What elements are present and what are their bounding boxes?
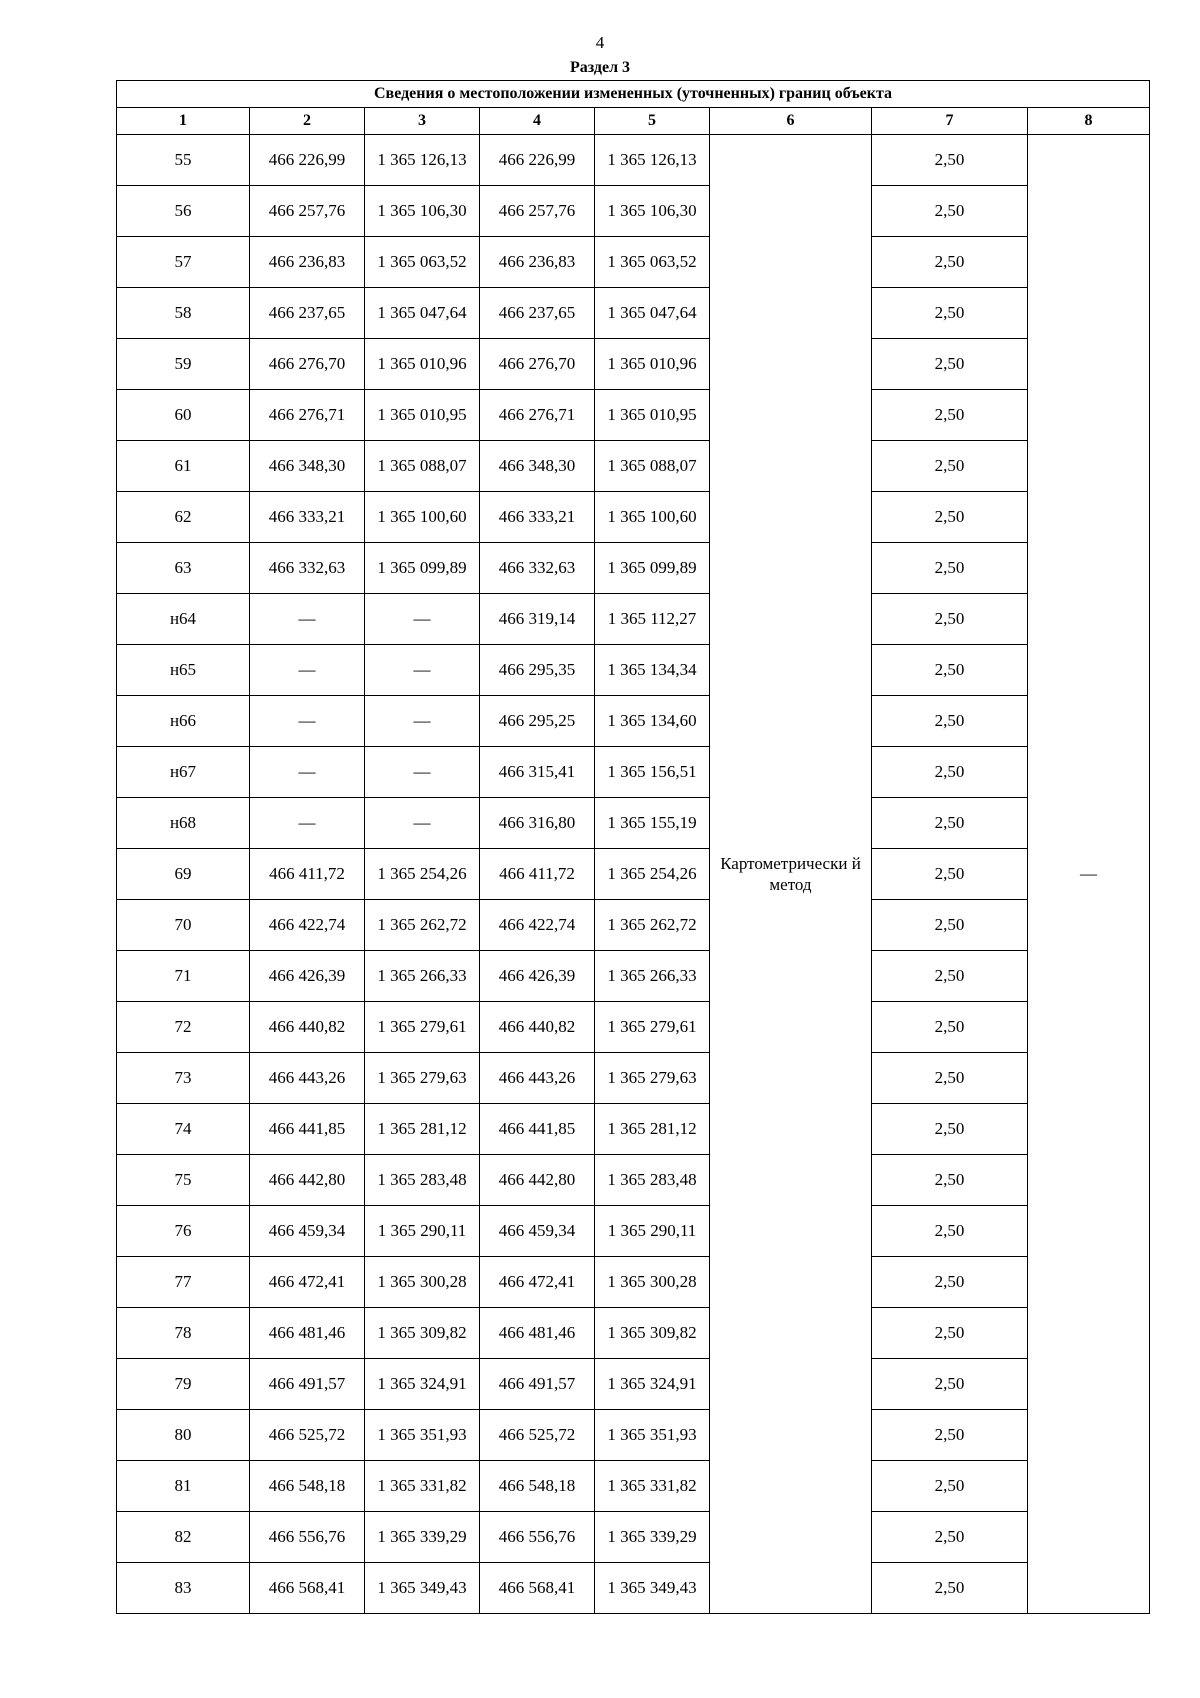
existing-x-cell: 466 411,72 [250,849,365,900]
existing-y-cell: 1 365 351,93 [365,1410,480,1461]
new-y-cell: 1 365 099,89 [595,543,710,594]
new-y-cell: 1 365 266,33 [595,951,710,1002]
accuracy-cell: 2,50 [872,951,1028,1002]
new-x-cell: 466 568,41 [480,1563,595,1614]
point-number-cell: 62 [117,492,250,543]
table-row [117,951,1150,1002]
table-row [117,1206,1150,1257]
table-row [117,390,1150,441]
new-y-cell: 1 365 100,60 [595,492,710,543]
new-x-cell: 466 440,82 [480,1002,595,1053]
point-number-cell: н66 [117,696,250,747]
column-number: 1 [117,108,250,135]
new-x-cell: 466 237,65 [480,288,595,339]
point-number-cell: 59 [117,339,250,390]
new-y-cell: 1 365 309,82 [595,1308,710,1359]
existing-y-cell: 1 365 266,33 [365,951,480,1002]
accuracy-cell: 2,50 [872,1512,1028,1563]
accuracy-cell: 2,50 [872,1410,1028,1461]
existing-y-cell: 1 365 126,13 [365,135,480,186]
new-x-cell: 466 333,21 [480,492,595,543]
column-number: 5 [595,108,710,135]
existing-y-cell: 1 365 010,96 [365,339,480,390]
new-x-cell: 466 426,39 [480,951,595,1002]
table-row [117,1053,1150,1104]
new-x-cell: 466 295,25 [480,696,595,747]
existing-x-cell: 466 276,71 [250,390,365,441]
existing-x-cell: — [250,747,365,798]
point-number-cell: 55 [117,135,250,186]
table-row [117,1002,1150,1053]
point-number-cell: 69 [117,849,250,900]
existing-y-cell: — [365,747,480,798]
column-number: 4 [480,108,595,135]
new-y-cell: 1 365 339,29 [595,1512,710,1563]
table-row [117,1155,1150,1206]
point-number-cell: 83 [117,1563,250,1614]
existing-y-cell: 1 365 349,43 [365,1563,480,1614]
existing-y-cell: 1 365 300,28 [365,1257,480,1308]
new-y-cell: 1 365 088,07 [595,441,710,492]
table-row [117,747,1150,798]
new-x-cell: 466 319,14 [480,594,595,645]
new-y-cell: 1 365 134,34 [595,645,710,696]
new-x-cell: 466 491,57 [480,1359,595,1410]
existing-y-cell: 1 365 290,11 [365,1206,480,1257]
point-number-cell: 71 [117,951,250,1002]
accuracy-cell: 2,50 [872,1359,1028,1410]
existing-x-cell: 466 568,41 [250,1563,365,1614]
existing-y-cell: 1 365 100,60 [365,492,480,543]
accuracy-cell: 2,50 [872,798,1028,849]
page-number: 4 [595,33,605,52]
existing-y-cell: 1 365 063,52 [365,237,480,288]
column-number: 3 [365,108,480,135]
table-row [117,1359,1150,1410]
existing-x-cell: 466 442,80 [250,1155,365,1206]
new-y-cell: 1 365 279,63 [595,1053,710,1104]
new-y-cell: 1 365 254,26 [595,849,710,900]
new-x-cell: 466 257,76 [480,186,595,237]
new-x-cell: 466 411,72 [480,849,595,900]
accuracy-cell: 2,50 [872,1002,1028,1053]
table-caption-row [117,81,1150,108]
table-row [117,543,1150,594]
point-number-cell: 75 [117,1155,250,1206]
accuracy-cell: 2,50 [872,1053,1028,1104]
existing-y-cell: 1 365 010,95 [365,390,480,441]
accuracy-cell: 2,50 [872,645,1028,696]
new-y-cell: 1 365 262,72 [595,900,710,951]
new-y-cell: 1 365 063,52 [595,237,710,288]
accuracy-cell: 2,50 [872,441,1028,492]
point-number-cell: н68 [117,798,250,849]
accuracy-cell: 2,50 [872,1308,1028,1359]
table-row [117,645,1150,696]
existing-y-cell: 1 365 047,64 [365,288,480,339]
point-number-cell: 70 [117,900,250,951]
existing-x-cell: 466 237,65 [250,288,365,339]
existing-x-cell: 466 422,74 [250,900,365,951]
accuracy-cell: 2,50 [872,237,1028,288]
point-number-cell: 81 [117,1461,250,1512]
existing-x-cell: — [250,594,365,645]
column-number: 2 [250,108,365,135]
new-x-cell: 466 441,85 [480,1104,595,1155]
existing-y-cell: 1 365 331,82 [365,1461,480,1512]
table-row [117,1410,1150,1461]
method-cell: Картометрически й метод [710,135,872,1614]
existing-x-cell: 466 348,30 [250,441,365,492]
existing-x-cell: — [250,645,365,696]
table-row [117,237,1150,288]
new-x-cell: 466 332,63 [480,543,595,594]
existing-y-cell: — [365,645,480,696]
section-title: Раздел 3 [569,59,631,76]
new-y-cell: 1 365 047,64 [595,288,710,339]
new-x-cell: 466 422,74 [480,900,595,951]
existing-x-cell: 466 556,76 [250,1512,365,1563]
new-x-cell: 466 226,99 [480,135,595,186]
new-x-cell: 466 236,83 [480,237,595,288]
accuracy-cell: 2,50 [872,1257,1028,1308]
existing-x-cell: — [250,696,365,747]
new-x-cell: 466 348,30 [480,441,595,492]
existing-x-cell: 466 548,18 [250,1461,365,1512]
new-x-cell: 466 315,41 [480,747,595,798]
point-number-cell: 74 [117,1104,250,1155]
new-x-cell: 466 276,71 [480,390,595,441]
existing-x-cell: 466 426,39 [250,951,365,1002]
accuracy-cell: 2,50 [872,594,1028,645]
new-y-cell: 1 365 134,60 [595,696,710,747]
point-number-cell: 76 [117,1206,250,1257]
new-x-cell: 466 316,80 [480,798,595,849]
new-x-cell: 466 442,80 [480,1155,595,1206]
table-row [117,1563,1150,1614]
existing-x-cell: 466 276,70 [250,339,365,390]
new-y-cell: 1 365 324,91 [595,1359,710,1410]
existing-y-cell: 1 365 106,30 [365,186,480,237]
point-number-cell: 78 [117,1308,250,1359]
point-number-cell: 60 [117,390,250,441]
table-row [117,135,1150,186]
table-caption: Сведения о местоположении измененных (уточненных) границ объекта [117,81,1150,108]
accuracy-cell: 2,50 [872,186,1028,237]
existing-x-cell: 466 491,57 [250,1359,365,1410]
new-y-cell: 1 365 351,93 [595,1410,710,1461]
new-x-cell: 466 556,76 [480,1512,595,1563]
new-x-cell: 466 276,70 [480,339,595,390]
existing-y-cell: — [365,594,480,645]
table-row [117,849,1150,900]
new-x-cell: 466 548,18 [480,1461,595,1512]
table-row [117,492,1150,543]
new-y-cell: 1 365 126,13 [595,135,710,186]
point-number-cell: 63 [117,543,250,594]
new-x-cell: 466 472,41 [480,1257,595,1308]
new-y-cell: 1 365 281,12 [595,1104,710,1155]
point-number-cell: 73 [117,1053,250,1104]
point-number-cell: 57 [117,237,250,288]
accuracy-cell: 2,50 [872,1155,1028,1206]
existing-y-cell: 1 365 279,63 [365,1053,480,1104]
column-number: 6 [710,108,872,135]
accuracy-cell: 2,50 [872,492,1028,543]
existing-x-cell: 466 440,82 [250,1002,365,1053]
existing-x-cell: 466 257,76 [250,186,365,237]
new-y-cell: 1 365 300,28 [595,1257,710,1308]
existing-x-cell: 466 226,99 [250,135,365,186]
accuracy-cell: 2,50 [872,1206,1028,1257]
existing-y-cell: — [365,696,480,747]
column-number-row [117,108,1150,135]
point-number-cell: 58 [117,288,250,339]
point-number-cell: 82 [117,1512,250,1563]
existing-y-cell: 1 365 283,48 [365,1155,480,1206]
existing-x-cell: 466 236,83 [250,237,365,288]
accuracy-cell: 2,50 [872,339,1028,390]
accuracy-cell: 2,50 [872,543,1028,594]
column-number: 7 [872,108,1028,135]
accuracy-cell: 2,50 [872,1104,1028,1155]
table-row [117,1104,1150,1155]
new-y-cell: 1 365 112,27 [595,594,710,645]
table-row [117,1257,1150,1308]
column-number: 8 [1028,108,1150,135]
point-number-cell: н64 [117,594,250,645]
existing-y-cell: 1 365 281,12 [365,1104,480,1155]
table-row [117,1308,1150,1359]
new-y-cell: 1 365 010,96 [595,339,710,390]
existing-x-cell: — [250,798,365,849]
table-row [117,1512,1150,1563]
new-y-cell: 1 365 106,30 [595,186,710,237]
new-y-cell: 1 365 331,82 [595,1461,710,1512]
table-row [117,798,1150,849]
point-number-cell: н65 [117,645,250,696]
existing-x-cell: 466 472,41 [250,1257,365,1308]
point-number-cell: 80 [117,1410,250,1461]
point-number-cell: 77 [117,1257,250,1308]
accuracy-cell: 2,50 [872,849,1028,900]
existing-y-cell: 1 365 099,89 [365,543,480,594]
table-row [117,441,1150,492]
existing-y-cell: 1 365 324,91 [365,1359,480,1410]
table-row [117,1461,1150,1512]
point-number-cell: 72 [117,1002,250,1053]
accuracy-cell: 2,50 [872,900,1028,951]
accuracy-cell: 2,50 [872,696,1028,747]
existing-y-cell: 1 365 088,07 [365,441,480,492]
point-number-cell: 56 [117,186,250,237]
table-row [117,339,1150,390]
column8-cell: — [1028,135,1150,1614]
existing-y-cell: 1 365 339,29 [365,1512,480,1563]
accuracy-cell: 2,50 [872,135,1028,186]
new-y-cell: 1 365 279,61 [595,1002,710,1053]
existing-y-cell: — [365,798,480,849]
existing-y-cell: 1 365 254,26 [365,849,480,900]
new-x-cell: 466 443,26 [480,1053,595,1104]
existing-x-cell: 466 525,72 [250,1410,365,1461]
new-y-cell: 1 365 283,48 [595,1155,710,1206]
existing-y-cell: 1 365 262,72 [365,900,480,951]
accuracy-cell: 2,50 [872,1461,1028,1512]
existing-y-cell: 1 365 309,82 [365,1308,480,1359]
new-y-cell: 1 365 156,51 [595,747,710,798]
new-x-cell: 466 481,46 [480,1308,595,1359]
accuracy-cell: 2,50 [872,747,1028,798]
table-row [117,594,1150,645]
existing-x-cell: 466 441,85 [250,1104,365,1155]
existing-x-cell: 466 443,26 [250,1053,365,1104]
point-number-cell: 79 [117,1359,250,1410]
existing-x-cell: 466 459,34 [250,1206,365,1257]
table-row [117,696,1150,747]
accuracy-cell: 2,50 [872,288,1028,339]
new-y-cell: 1 365 155,19 [595,798,710,849]
new-y-cell: 1 365 010,95 [595,390,710,441]
boundary-table [116,80,1150,1614]
existing-y-cell: 1 365 279,61 [365,1002,480,1053]
new-y-cell: 1 365 349,43 [595,1563,710,1614]
new-y-cell: 1 365 290,11 [595,1206,710,1257]
new-x-cell: 466 525,72 [480,1410,595,1461]
existing-x-cell: 466 481,46 [250,1308,365,1359]
accuracy-cell: 2,50 [872,1563,1028,1614]
table-body [117,81,1150,1614]
new-x-cell: 466 295,35 [480,645,595,696]
point-number-cell: 61 [117,441,250,492]
point-number-cell: н67 [117,747,250,798]
table-row [117,288,1150,339]
table-row [117,186,1150,237]
table-row [117,900,1150,951]
existing-x-cell: 466 332,63 [250,543,365,594]
existing-x-cell: 466 333,21 [250,492,365,543]
accuracy-cell: 2,50 [872,390,1028,441]
new-x-cell: 466 459,34 [480,1206,595,1257]
